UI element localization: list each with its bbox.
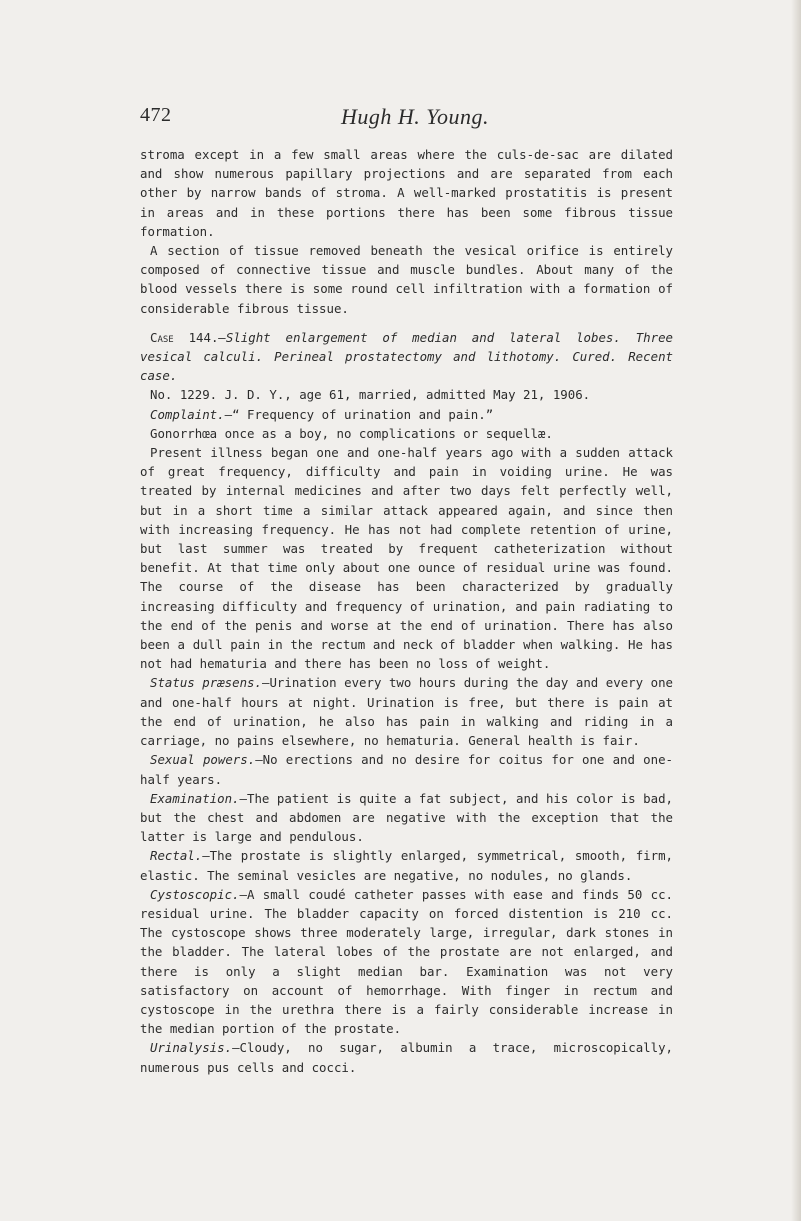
section-lead: Complaint. xyxy=(150,406,225,422)
paragraph: A section of tissue removed beneath the vesical orifice is entirely composed of connective tissue and muscle bundles. About many of the blood vessels there is some round cell infiltration with a formation of considerable fibrous tissue. xyxy=(140,243,673,316)
paragraph xyxy=(140,750,673,788)
running-title: Hugh H. Young. xyxy=(341,104,489,129)
running-head xyxy=(140,104,670,134)
paragraph: stroma except in a few small areas where the culs-de-sac are dilated and show numerous papillary projections and are separated from each other by narrow bands of stroma. A well-marked prostatitis is present in areas and in these portions there has been some fibrous tissue formation. xyxy=(140,147,673,239)
section-lead: Sexual powers. xyxy=(150,752,256,768)
paragraph xyxy=(140,885,673,1039)
paragraph xyxy=(140,846,673,884)
page-edge-shadow xyxy=(791,0,801,1221)
case-title: —Slight enlargement of median and lateral lobes. Three vesical calculi. Perineal prostatectomy and lithotomy. Cured. Recent case. xyxy=(140,329,673,384)
paragraph: No. 1229. J. D. Y., age 61, married, admitted May 21, 1906. xyxy=(150,387,591,403)
paragraph xyxy=(140,789,673,847)
paragraph xyxy=(140,405,673,424)
section-lead: Cystoscopic. xyxy=(150,886,240,902)
paragraph-text: —Urination every two hours during the day and every one and one-half hours at night. Urination is free, but there is pain at the end of urination, he also has pain in walking and riding in a carriage, no pains elsewhere, no hematuria. General health is fair. xyxy=(140,675,673,749)
case-heading xyxy=(140,328,673,386)
paragraph xyxy=(140,1038,673,1076)
paragraph-text: —The patient is quite a fat subject, and his color is bad, but the chest and abdomen are negative with the exception that the latter is large and pendulous. xyxy=(140,790,673,845)
paragraph xyxy=(140,673,673,750)
paragraph: Gonorrhœa once as a boy, no complications or sequellæ. xyxy=(150,425,553,441)
page-number: 472 xyxy=(140,104,172,126)
body-text xyxy=(140,145,673,1077)
section-lead: Status præsens. xyxy=(150,675,262,691)
paragraph-text: —“ Frequency of urination and pain.” xyxy=(224,406,494,422)
paragraph-text: —No erections and no desire for coitus for one and one-half years. xyxy=(140,752,674,787)
paragraph-text: —The prostate is slightly enlarged, symmetrical, smooth, firm, elastic. The seminal vesicles are negative, no nodules, no glands. xyxy=(140,848,673,883)
paragraph-text: —A small coudé catheter passes with ease and finds 50 cc. residual urine. The bladder capacity on forced distention is 210 cc. The cystoscope shows three moderately large, irregular, dark stones in the bladder. The lateral lobes of the prostate are not enlarged, and there is only a slight median bar. Examination was not very satisfactory on account of hemorrhage. With finger in rectum and cystoscope in the urethra there is a fairly considerable increase in the median portion of the prostate. xyxy=(140,886,673,1037)
section-lead: Rectal. xyxy=(150,848,203,864)
section-lead: Examination. xyxy=(150,790,240,806)
case-label: Case 144. xyxy=(150,329,219,345)
paragraph-text: —Cloudy, no sugar, albumin a trace, microscopically, numerous pus cells and cocci. xyxy=(140,1040,673,1075)
section-lead: Urinalysis. xyxy=(150,1040,233,1056)
paragraph: Present illness began one and one-half years ago with a sudden attack of great frequency, difficulty and pain in voiding urine. He was treated by internal medicines and after two days felt perfectly well, but in a short time a similar attack appeared again, and since then with increasing frequency. He has not had complete retention of urine, but last summer was treated by frequent catheterization without benefit. At that time only about one ounce of residual urine was found. The course of the disease has been characterized by gradually increasing difficulty and frequency of urination, and pain radiating to the end of the penis and worse at the end of urination. There has also been a dull pain in the rectum and neck of bladder when walking. He has not had hematuria and there has been no loss of weight. xyxy=(140,445,673,672)
